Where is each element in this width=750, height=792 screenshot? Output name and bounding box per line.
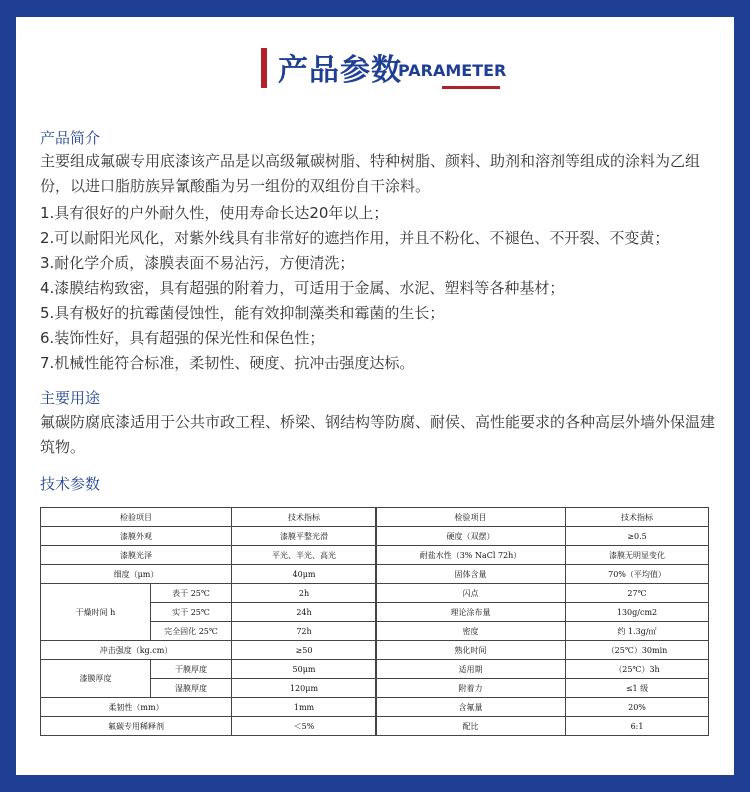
table-cell: 熟化时间 [376, 641, 566, 660]
table-row [376, 584, 709, 603]
table-cell: 漆膜外观 [41, 527, 232, 546]
table-row [41, 546, 377, 565]
table-cell: 130g/cm2 [566, 603, 709, 622]
table-cell: 细度（μm） [41, 565, 232, 584]
table-cell: 密度 [376, 622, 566, 641]
table-cell: 72h [232, 622, 377, 641]
table-cell: ＜5% [232, 717, 377, 736]
table-cell: 含氟量 [376, 698, 566, 717]
table-cell: 适用期 [376, 660, 566, 679]
table-header-cell: 检验项目 [41, 508, 232, 527]
intro-paragraph: 主要组成氟碳专用底漆该产品是以高级氟碳树脂、特种树脂、颜料、助剂和溶剂等组成的涂料为乙组份，以进口脂肪族异氰酸酯为另一组份的双组份自干涂料。 [40, 152, 701, 195]
table-cell: 2h [232, 584, 377, 603]
table-row [376, 717, 709, 736]
table-row [376, 603, 709, 622]
table-row [376, 660, 709, 679]
table-row [376, 565, 709, 584]
feature-item-7: 7.机械性能符合标准，柔韧性、硬度、抗冲击强度达标。 [40, 354, 415, 372]
table-cell: （25℃）3h [566, 660, 709, 679]
table-row [376, 698, 709, 717]
table-cell: ≤1 级 [566, 679, 709, 698]
heading-title-en: PARAMETER [398, 61, 507, 80]
feature-item-4: 4.漆膜结构致密，具有超强的附着力，可适用于金属、水泥、塑料等各种基材； [40, 279, 565, 297]
table-row [41, 717, 377, 736]
table-cell: （25℃）30min [566, 641, 709, 660]
table-cell: 硬度（双摆） [376, 527, 566, 546]
table-cell: 干燥时间 h [41, 584, 151, 641]
heading-underline [442, 86, 500, 89]
table-row [376, 546, 709, 565]
table-cell: 50μm [232, 660, 377, 679]
content-card [16, 17, 734, 775]
table-row [376, 679, 709, 698]
table-row [376, 641, 709, 660]
table-cell: 耐盐水性（3% NaCl 72h） [376, 546, 566, 565]
table-cell: 冲击强度（kg.cm） [41, 641, 232, 660]
table-cell: 柔韧性（mm） [41, 698, 232, 717]
table-row [41, 565, 377, 584]
table-cell: 氟碳专用稀释剂 [41, 717, 232, 736]
table-cell: 20% [566, 698, 709, 717]
table-cell: 实干 25℃ [151, 603, 232, 622]
table-cell: ≥0.5 [566, 527, 709, 546]
table-header-cell: 技术指标 [566, 508, 709, 527]
table-cell: 120μm [232, 679, 377, 698]
table-row [41, 527, 377, 546]
feature-list [40, 201, 725, 376]
table-cell: 漆膜厚度 [41, 660, 151, 698]
usage-title: 主要用途 [40, 389, 101, 407]
table-row [376, 622, 709, 641]
table-cell: 70%（平均值） [566, 565, 709, 584]
table-cell: 理论涂布量 [376, 603, 566, 622]
table-cell: ≥50 [232, 641, 377, 660]
specs-title: 技术参数 [40, 475, 101, 493]
table-cell: 约 1.3g/㎡ [566, 622, 709, 641]
spec-table-left [40, 507, 377, 736]
feature-item-6: 6.装饰性好，具有超强的保光性和保色性； [40, 329, 325, 347]
intro-title: 产品简介 [40, 129, 101, 147]
table-row [41, 641, 377, 660]
table-cell: 漆膜平整光滑 [232, 527, 377, 546]
table-cell: 表干 25℃ [151, 584, 232, 603]
feature-item-3: 3.耐化学介质，漆膜表面不易沾污，方便清洗； [40, 254, 355, 272]
table-cell: 漆膜无明显变化 [566, 546, 709, 565]
table-row [376, 527, 709, 546]
table-header-cell: 技术指标 [232, 508, 377, 527]
table-cell: 附着力 [376, 679, 566, 698]
usage-paragraph: 氟碳防腐底漆适用于公共市政工程、桥梁、钢结构等防腐、耐侯、高性能要求的各种高层外墙外保温建筑物。 [40, 413, 716, 456]
table-header-cell: 检验项目 [376, 508, 566, 527]
table-cell: 40μm [232, 565, 377, 584]
table-cell: 平光、半光、高光 [232, 546, 377, 565]
heading-accent-bar [261, 48, 267, 88]
table-row [41, 660, 377, 679]
table-row [41, 584, 377, 603]
table-row [376, 508, 709, 527]
table-cell: 湿膜厚度 [151, 679, 232, 698]
feature-item-2: 2.可以耐阳光风化，对紫外线具有非常好的遮挡作用，并且不粉化、不褪色、不开裂、不变黄； [40, 229, 670, 247]
spec-table-right [375, 507, 709, 736]
table-row [41, 508, 377, 527]
table-cell: 6:1 [566, 717, 709, 736]
table-row [41, 698, 377, 717]
heading-title-cn: 产品参数 [278, 53, 402, 88]
section-heading [16, 39, 734, 109]
table-cell: 24h [232, 603, 377, 622]
table-cell: 漆膜光泽 [41, 546, 232, 565]
feature-item-1: 1.具有很好的户外耐久性，使用寿命长达20年以上； [40, 204, 389, 222]
table-cell: 完全固化 25℃ [151, 622, 232, 641]
table-cell: 固体含量 [376, 565, 566, 584]
table-cell: 1mm [232, 698, 377, 717]
table-cell: 27℃ [566, 584, 709, 603]
table-cell: 干膜厚度 [151, 660, 232, 679]
table-cell: 闪点 [376, 584, 566, 603]
feature-item-5: 5.具有极好的抗霉菌侵蚀性，能有效抑制藻类和霉菌的生长； [40, 304, 445, 322]
table-cell: 配比 [376, 717, 566, 736]
